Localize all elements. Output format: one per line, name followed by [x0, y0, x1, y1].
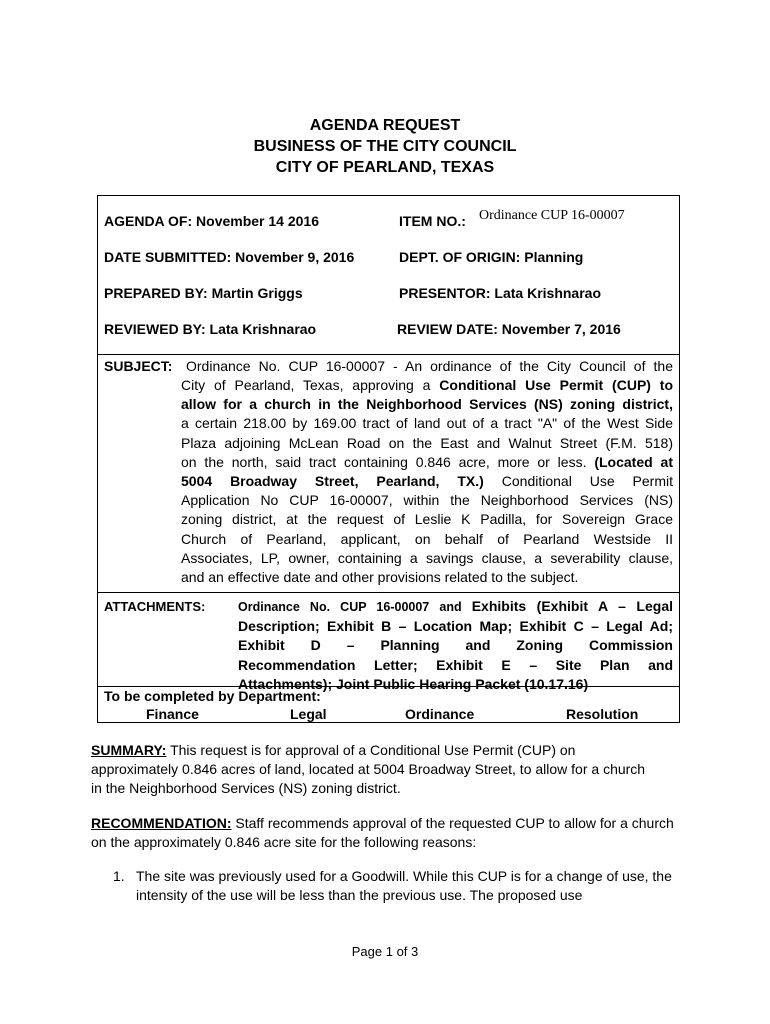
agenda-of: AGENDA OF: November 14 2016 [104, 213, 319, 229]
item-no-value: Ordinance CUP 16-00007 [479, 208, 625, 223]
finance-label: Finance [146, 706, 199, 722]
recommendation-label: RECOMMENDATION: [91, 815, 232, 831]
heading-line-1: AGENDA REQUEST [309, 117, 461, 134]
subject-text: Ordinance No. CUP 16-00007 - An ordinance of the City Council of the [186, 358, 673, 374]
review-date: REVIEW DATE: November 7, 2016 [397, 321, 621, 337]
reviewed-by: REVIEWED BY: Lata Krishnarao [104, 321, 317, 337]
subject-label: SUBJECT: [104, 358, 173, 374]
legal-label: Legal [290, 706, 327, 722]
heading-line-3: CITY OF PEARLAND, TEXAS [275, 159, 495, 176]
subject-body: City of Pearland, Texas, approving a Conditional Use Permit (CUP) to allow for a church in the Neighborhood Services (NS) zoning district, a certain 218.00 by 169.00 tract of land out of a tract "A" of the West Side Plaza adjoining McLean Road on the East and Walnut Street (F.M. 518) on the north, said tract containing 0.846 acre, more or less. (Located at 5004 Broadway Street, Pearland, TX.) Conditional Use Permit Application No CUP 16-00007, within the Neighborhood Services (NS) zoning district, at the request of Leslie K Padilla, for Sovereign Grace Church of Pearland, applicant, on behalf of Pearland Westside II Associates, LP, owner, containing a savings clause, a severability clause, and an effective date and other provisions related to the subject. [181, 377, 674, 586]
resolution-label: Resolution [566, 706, 639, 722]
ordinance-label: Ordinance [405, 706, 475, 722]
list-item-text: The site was previously used for a Goodwill. While this CUP is for a change of use, the intensity of the use will be less than the previous use. The proposed use [136, 868, 672, 903]
document-heading [0, 115, 770, 178]
prepared-by: PREPARED BY: Martin Griggs [104, 285, 303, 301]
list-item [113, 867, 683, 905]
attachments-text: Ordinance No. CUP 16-00007 and Exhibits (Exhibit A – Legal Description; Exhibit B – Location Map; Exhibit C – Legal Ad; Exhibit D – Planning and Zoning Commission Recommendation Letter; Exhibit E – Site Plan and Attachments); Joint Public Hearing Packet (10.17.16) [238, 598, 673, 692]
divider [98, 592, 679, 593]
completion-label: To be completed by Department: [104, 688, 321, 704]
divider [98, 354, 679, 355]
item-no-label: ITEM NO.: [399, 213, 466, 229]
page-number: Page 1 of 3 [351, 944, 419, 959]
date-submitted: DATE SUBMITTED: November 9, 2016 [104, 249, 355, 265]
list-item-number: 1. [113, 868, 125, 884]
recommendation-paragraph: RECOMMENDATION: Staff recommends approval of the requested CUP to allow for a church on the approximately 0.846 acre site for the following reasons: [91, 815, 674, 850]
attachments-label: ATTACHMENTS: [104, 599, 206, 614]
dept-of-origin: DEPT. OF ORIGIN: Planning [399, 249, 584, 265]
presentor: PRESENTOR: Lata Krishnarao [399, 285, 602, 301]
heading-line-2: BUSINESS OF THE CITY COUNCIL [253, 138, 517, 155]
summary-paragraph: SUMMARY: This request is for approval of a Conditional Use Permit (CUP) on approximately 0.846 acres of land, located at 5004 Broadway Street, to allow for a church in the Neighborhood Services (NS) zoning district. [91, 742, 646, 796]
summary-label: SUMMARY: [91, 742, 167, 758]
